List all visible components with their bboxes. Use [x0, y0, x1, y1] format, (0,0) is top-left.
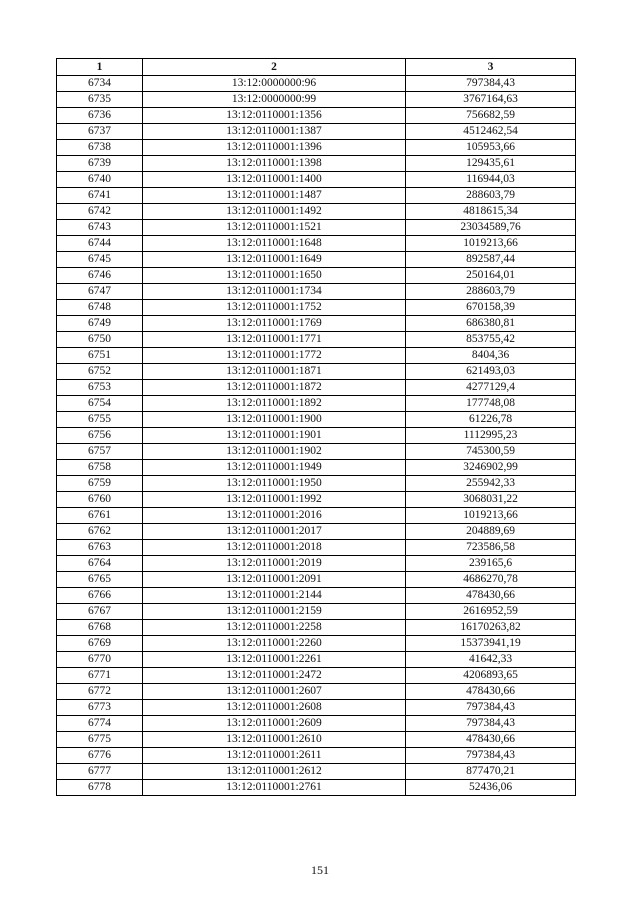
- value-cell: 129435,61: [406, 156, 576, 172]
- table-row: [57, 204, 576, 220]
- table-row: [57, 412, 576, 428]
- value-cell: 797384,43: [406, 700, 576, 716]
- cadastral-number-cell: 13:12:0110001:1387: [143, 124, 406, 140]
- row-number-cell: 6746: [57, 268, 143, 284]
- value-cell: 4686270,78: [406, 572, 576, 588]
- table-row: [57, 428, 576, 444]
- value-cell: 2616952,59: [406, 604, 576, 620]
- table-row: [57, 444, 576, 460]
- table-row: [57, 172, 576, 188]
- value-cell: 4818615,34: [406, 204, 576, 220]
- cadastral-number-cell: 13:12:0000000:99: [143, 92, 406, 108]
- value-cell: 239165,6: [406, 556, 576, 572]
- cadastral-number-cell: 13:12:0110001:2472: [143, 668, 406, 684]
- cadastral-number-cell: 13:12:0110001:2016: [143, 508, 406, 524]
- value-cell: 16170263,82: [406, 620, 576, 636]
- row-number-cell: 6755: [57, 412, 143, 428]
- table-body: [57, 76, 576, 796]
- value-cell: 670158,39: [406, 300, 576, 316]
- row-number-cell: 6748: [57, 300, 143, 316]
- table-row: [57, 636, 576, 652]
- cadastral-number-cell: 13:12:0110001:2261: [143, 652, 406, 668]
- value-cell: 877470,21: [406, 764, 576, 780]
- cadastral-number-cell: 13:12:0110001:2609: [143, 716, 406, 732]
- value-cell: 288603,79: [406, 188, 576, 204]
- value-cell: 116944,03: [406, 172, 576, 188]
- cadastral-number-cell: 13:12:0110001:1771: [143, 332, 406, 348]
- table-row: [57, 332, 576, 348]
- table-row: [57, 460, 576, 476]
- row-number-cell: 6777: [57, 764, 143, 780]
- row-number-cell: 6735: [57, 92, 143, 108]
- row-number-cell: 6763: [57, 540, 143, 556]
- value-cell: 1112995,23: [406, 428, 576, 444]
- table-row: [57, 156, 576, 172]
- row-number-cell: 6740: [57, 172, 143, 188]
- cadastral-number-cell: 13:12:0110001:2258: [143, 620, 406, 636]
- row-number-cell: 6776: [57, 748, 143, 764]
- cadastral-number-cell: 13:12:0110001:1950: [143, 476, 406, 492]
- cadastral-number-cell: 13:12:0110001:1902: [143, 444, 406, 460]
- table-row: [57, 348, 576, 364]
- row-number-cell: 6751: [57, 348, 143, 364]
- row-number-cell: 6760: [57, 492, 143, 508]
- cadastral-number-cell: 13:12:0110001:1356: [143, 108, 406, 124]
- cadastral-number-cell: 13:12:0110001:2260: [143, 636, 406, 652]
- value-cell: 204889,69: [406, 524, 576, 540]
- table-row: [57, 108, 576, 124]
- value-cell: 41642,33: [406, 652, 576, 668]
- value-cell: 1019213,66: [406, 236, 576, 252]
- value-cell: 250164,01: [406, 268, 576, 284]
- value-cell: 4512462,54: [406, 124, 576, 140]
- cadastral-number-cell: 13:12:0000000:96: [143, 76, 406, 92]
- row-number-cell: 6766: [57, 588, 143, 604]
- table-row: [57, 380, 576, 396]
- cadastral-number-cell: 13:12:0110001:1734: [143, 284, 406, 300]
- table-row: [57, 124, 576, 140]
- row-number-cell: 6767: [57, 604, 143, 620]
- value-cell: 23034589,76: [406, 220, 576, 236]
- cadastral-number-cell: 13:12:0110001:2018: [143, 540, 406, 556]
- row-number-cell: 6758: [57, 460, 143, 476]
- cadastral-number-cell: 13:12:0110001:1649: [143, 252, 406, 268]
- value-cell: 797384,43: [406, 76, 576, 92]
- table-row: [57, 492, 576, 508]
- row-number-cell: 6743: [57, 220, 143, 236]
- value-cell: 745300,59: [406, 444, 576, 460]
- cadastral-number-cell: 13:12:0110001:1521: [143, 220, 406, 236]
- cadastral-number-cell: 13:12:0110001:1398: [143, 156, 406, 172]
- value-cell: 3246902,99: [406, 460, 576, 476]
- value-cell: 105953,66: [406, 140, 576, 156]
- value-cell: 478430,66: [406, 732, 576, 748]
- table-row: [57, 236, 576, 252]
- row-number-cell: 6761: [57, 508, 143, 524]
- cadastral-number-cell: 13:12:0110001:2017: [143, 524, 406, 540]
- row-number-cell: 6762: [57, 524, 143, 540]
- value-cell: 4277129,4: [406, 380, 576, 396]
- value-cell: 621493,03: [406, 364, 576, 380]
- cadastral-number-cell: 13:12:0110001:1892: [143, 396, 406, 412]
- value-cell: 288603,79: [406, 284, 576, 300]
- table-header: [57, 59, 576, 76]
- value-cell: 1019213,66: [406, 508, 576, 524]
- value-cell: 255942,33: [406, 476, 576, 492]
- value-cell: 478430,66: [406, 684, 576, 700]
- cadastral-number-cell: 13:12:0110001:1650: [143, 268, 406, 284]
- cadastral-number-cell: 13:12:0110001:2611: [143, 748, 406, 764]
- cadastral-number-cell: 13:12:0110001:1492: [143, 204, 406, 220]
- value-cell: 177748,08: [406, 396, 576, 412]
- table-row: [57, 780, 576, 796]
- row-number-cell: 6738: [57, 140, 143, 156]
- table-row: [57, 396, 576, 412]
- cadastral-number-cell: 13:12:0110001:1648: [143, 236, 406, 252]
- table-row: [57, 316, 576, 332]
- value-cell: 723586,58: [406, 540, 576, 556]
- page-number: 151: [311, 863, 329, 877]
- table-row: [57, 716, 576, 732]
- cadastral-number-cell: 13:12:0110001:1871: [143, 364, 406, 380]
- value-cell: 797384,43: [406, 748, 576, 764]
- row-number-cell: 6764: [57, 556, 143, 572]
- value-cell: 8404,36: [406, 348, 576, 364]
- table-row: [57, 140, 576, 156]
- table-row: [57, 764, 576, 780]
- table-row: [57, 684, 576, 700]
- row-number-cell: 6750: [57, 332, 143, 348]
- value-cell: 756682,59: [406, 108, 576, 124]
- cadastral-number-cell: 13:12:0110001:1872: [143, 380, 406, 396]
- column-header-3: 3: [406, 59, 576, 76]
- cadastral-number-cell: 13:12:0110001:1949: [143, 460, 406, 476]
- cadastral-number-cell: 13:12:0110001:1752: [143, 300, 406, 316]
- value-cell: 4206893,65: [406, 668, 576, 684]
- row-number-cell: 6736: [57, 108, 143, 124]
- table-row: [57, 76, 576, 92]
- header-row: [57, 59, 576, 76]
- cadastral-number-cell: 13:12:0110001:1487: [143, 188, 406, 204]
- cadastral-number-cell: 13:12:0110001:1992: [143, 492, 406, 508]
- value-cell: 61226,78: [406, 412, 576, 428]
- table-row: [57, 572, 576, 588]
- row-number-cell: 6775: [57, 732, 143, 748]
- row-number-cell: 6774: [57, 716, 143, 732]
- value-cell: 797384,43: [406, 716, 576, 732]
- column-header-1: 1: [57, 59, 143, 76]
- table-row: [57, 508, 576, 524]
- cadastral-number-cell: 13:12:0110001:2159: [143, 604, 406, 620]
- value-cell: 686380,81: [406, 316, 576, 332]
- table-row: [57, 556, 576, 572]
- row-number-cell: 6742: [57, 204, 143, 220]
- row-number-cell: 6773: [57, 700, 143, 716]
- row-number-cell: 6770: [57, 652, 143, 668]
- row-number-cell: 6753: [57, 380, 143, 396]
- cadastral-number-cell: 13:12:0110001:2144: [143, 588, 406, 604]
- row-number-cell: 6745: [57, 252, 143, 268]
- row-number-cell: 6747: [57, 284, 143, 300]
- table-row: [57, 300, 576, 316]
- cadastral-number-cell: 13:12:0110001:1396: [143, 140, 406, 156]
- row-number-cell: 6771: [57, 668, 143, 684]
- value-cell: 15373941,19: [406, 636, 576, 652]
- row-number-cell: 6749: [57, 316, 143, 332]
- row-number-cell: 6739: [57, 156, 143, 172]
- value-cell: 853755,42: [406, 332, 576, 348]
- table-row: [57, 604, 576, 620]
- value-cell: 892587,44: [406, 252, 576, 268]
- table-row: [57, 188, 576, 204]
- value-cell: 478430,66: [406, 588, 576, 604]
- row-number-cell: 6737: [57, 124, 143, 140]
- table-row: [57, 268, 576, 284]
- row-number-cell: 6734: [57, 76, 143, 92]
- column-header-2: 2: [143, 59, 406, 76]
- table-row: [57, 220, 576, 236]
- cadastral-number-cell: 13:12:0110001:2091: [143, 572, 406, 588]
- table-row: [57, 748, 576, 764]
- row-number-cell: 6759: [57, 476, 143, 492]
- row-number-cell: 6768: [57, 620, 143, 636]
- table-row: [57, 252, 576, 268]
- table-row: [57, 620, 576, 636]
- row-number-cell: 6754: [57, 396, 143, 412]
- cadastral-number-cell: 13:12:0110001:1400: [143, 172, 406, 188]
- row-number-cell: 6744: [57, 236, 143, 252]
- cadastral-number-cell: 13:12:0110001:1901: [143, 428, 406, 444]
- cadastral-number-cell: 13:12:0110001:2610: [143, 732, 406, 748]
- cadastral-number-cell: 13:12:0110001:1772: [143, 348, 406, 364]
- table-row: [57, 540, 576, 556]
- cadastral-number-cell: 13:12:0110001:2019: [143, 556, 406, 572]
- cadastral-number-cell: 13:12:0110001:2761: [143, 780, 406, 796]
- row-number-cell: 6756: [57, 428, 143, 444]
- cadastral-number-cell: 13:12:0110001:2608: [143, 700, 406, 716]
- table-row: [57, 700, 576, 716]
- value-cell: 3068031,22: [406, 492, 576, 508]
- row-number-cell: 6741: [57, 188, 143, 204]
- cadastral-number-cell: 13:12:0110001:2612: [143, 764, 406, 780]
- table-row: [57, 652, 576, 668]
- table-row: [57, 588, 576, 604]
- table-row: [57, 92, 576, 108]
- cadastral-number-cell: 13:12:0110001:1900: [143, 412, 406, 428]
- row-number-cell: 6769: [57, 636, 143, 652]
- table-row: [57, 524, 576, 540]
- table-row: [57, 668, 576, 684]
- table-row: [57, 284, 576, 300]
- table-row: [57, 364, 576, 380]
- row-number-cell: 6778: [57, 780, 143, 796]
- row-number-cell: 6757: [57, 444, 143, 460]
- table-row: [57, 732, 576, 748]
- table-row: [57, 476, 576, 492]
- data-table: [56, 58, 576, 796]
- row-number-cell: 6772: [57, 684, 143, 700]
- value-cell: 52436,06: [406, 780, 576, 796]
- row-number-cell: 6752: [57, 364, 143, 380]
- row-number-cell: 6765: [57, 572, 143, 588]
- cadastral-number-cell: 13:12:0110001:1769: [143, 316, 406, 332]
- value-cell: 3767164,63: [406, 92, 576, 108]
- cadastral-number-cell: 13:12:0110001:2607: [143, 684, 406, 700]
